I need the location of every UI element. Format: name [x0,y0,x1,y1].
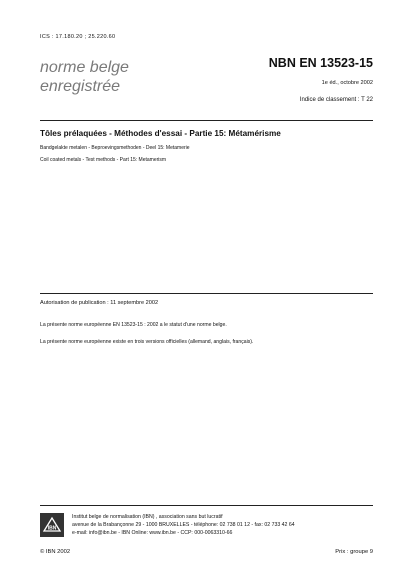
institute-address: avenue de la Brabançonne 29 - 1000 BRUXELLES - téléphone: 02 738 01 12 - fax: 02 733 42 64 [72,522,295,528]
copyright: © IBN 2002 [40,549,71,555]
ibn-logo [40,513,64,537]
title-french: Tôles prélaquées - Méthodes d'essai - Partie 15: Métamérisme [40,129,281,138]
standard-number: NBN EN 13523-15 [268,56,373,70]
title-english: Coil coated metals - Test methods - Part 15: Metamerism [40,157,167,163]
edition-date: 1e éd., octobre 2002 [321,80,373,86]
institute-name: Institut belge de normalisation (IBN) , association sans but lucratif [72,514,223,520]
ics-code: ICS : 17.180.20 ; 25.220.60 [40,34,116,40]
top-divider [40,120,373,121]
brand-title [40,58,129,96]
institute-contact: e-mail: info@ibn.be - IBN Online: www.ibn.be - CCP: 000-0063310-66 [72,530,233,536]
brand-line-1: norme belge [40,59,129,76]
ibn-logo-text: IBN [47,525,57,532]
title-dutch: Bandgelakte metalen - Beproevingsmethoden - Deel 15: Metamerie [40,145,190,151]
bottom-divider [40,505,373,506]
price-group: Prix : groupe 9 [335,549,373,555]
status-statement: La présente norme européenne EN 13523-15 : 2002 a le statut d'une norme belge. [40,322,227,328]
versions-statement: La présente norme européenne existe en trois versions officielles (allemand, anglais, français). [40,339,254,345]
brand-line-2: enregistrée [40,78,121,95]
classification-index: Indice de classement : T 22 [299,97,373,103]
publication-authorisation: Autorisation de publication : 11 septembre 2002 [40,300,159,306]
middle-divider [40,293,373,294]
